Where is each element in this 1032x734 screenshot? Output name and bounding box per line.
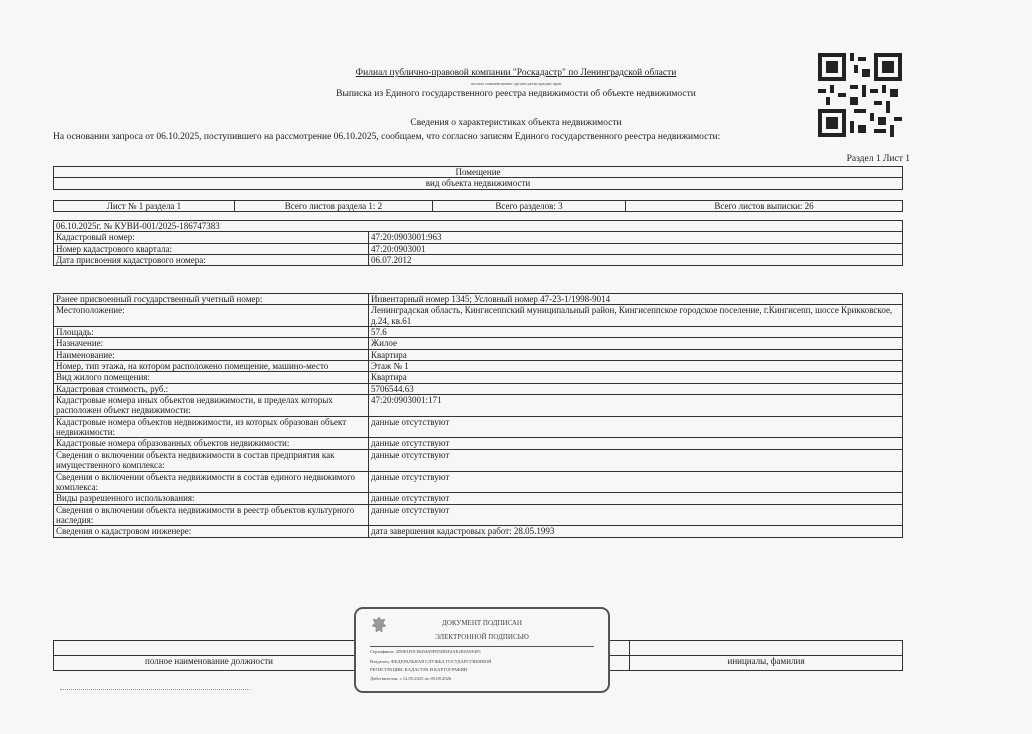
table-row xyxy=(54,449,903,471)
sheet-info-table xyxy=(53,200,903,212)
row-value: Жилое xyxy=(369,338,903,349)
table-row xyxy=(54,526,903,537)
row-value: данные отсутствуют xyxy=(369,504,903,526)
row-value: Ленинградская область, Кингисеппский муниципальный район, Кингисеппское городское поселение, г.Кингисепп, шоссе Крикковское, д.24, кв.61 xyxy=(369,305,903,327)
table-row xyxy=(54,305,903,327)
table-row xyxy=(54,294,903,305)
identity-table xyxy=(53,220,903,266)
row-label: Ранее присвоенный государственный учетный номер: xyxy=(54,294,369,305)
stamp-title-2: ЭЛЕКТРОННОЙ ПОДПИСЬЮ xyxy=(435,633,529,641)
row-label: Номер, тип этажа, на котором расположено помещение, машино-место xyxy=(54,361,369,372)
row-label: Дата присвоения кадастрового номера: xyxy=(54,255,369,266)
table-row xyxy=(54,327,903,338)
name-caption: инициалы, фамилия xyxy=(630,656,903,671)
table-row xyxy=(54,395,903,417)
table-row xyxy=(54,232,903,243)
row-label: Вид жилого помещения: xyxy=(54,372,369,383)
row-value: данные отсутствуют xyxy=(369,438,903,449)
row-label: Кадастровые номера объектов недвижимости, из которых образован объект недвижимости: xyxy=(54,416,369,438)
row-label: Местоположение: xyxy=(54,305,369,327)
object-type-caption: вид объекта недвижимости xyxy=(54,178,903,189)
name-cell xyxy=(630,641,903,656)
row-value: Квартира xyxy=(369,372,903,383)
stamp-valid: Действителен: с 12.05.2025 по 05.08.2026 xyxy=(370,676,452,681)
stamp-cert: Сертификат: 2D9E1F0C06D4A9FD5DDF4AE2E8A9F4F1 xyxy=(370,649,482,654)
doc-number: 06.10.2025г. № КУВИ-001/2025-186747383 xyxy=(54,221,903,232)
row-value: Этаж № 1 xyxy=(369,361,903,372)
object-type: Помещение xyxy=(54,167,903,178)
row-label: Сведения о кадастровом инженере: xyxy=(54,526,369,537)
e-signature-stamp xyxy=(354,607,610,693)
row-value: 47:20:0903001:171 xyxy=(369,395,903,417)
row-label: Наименование: xyxy=(54,349,369,360)
row-value: данные отсутствуют xyxy=(369,416,903,438)
row-label: Виды разрешенного использования: xyxy=(54,493,369,504)
section-label: Раздел 1 Лист 1 xyxy=(846,154,910,164)
info-title: Сведения о характеристиках объекта недвижимости xyxy=(410,118,622,128)
row-value: Квартира xyxy=(369,349,903,360)
table-row xyxy=(54,372,903,383)
row-label: Сведения о включении объекта недвижимости в состав единого недвижимого комплекса: xyxy=(54,471,369,493)
row-label: Назначение: xyxy=(54,338,369,349)
footer-line xyxy=(60,689,250,690)
object-type-table xyxy=(53,166,903,190)
org-caption: полное наименование органа регистрации прав xyxy=(470,81,562,86)
stamp-owner-2: РЕГИСТРАЦИИ, КАДАСТРА И КАРТОГРАФИИ xyxy=(370,667,468,672)
org-name: Филиал публично-правовой компании "Роскадастр" по Ленинградской области xyxy=(355,68,677,78)
row-value: данные отсутствуют xyxy=(369,471,903,493)
row-value: 5706544.63 xyxy=(369,383,903,394)
characteristics-table xyxy=(53,293,903,538)
table-row xyxy=(54,349,903,360)
table-row xyxy=(54,416,903,438)
sheets-total: Всего листов выписки: 26 xyxy=(626,201,903,212)
table-row xyxy=(54,504,903,526)
position-caption: полное наименование должности xyxy=(54,656,365,671)
stamp-title-1: ДОКУМЕНТ ПОДПИСАН xyxy=(442,619,522,627)
row-label: Сведения о включении объекта недвижимости в реестр объектов культурного наследия: xyxy=(54,504,369,526)
extract-title: Выписка из Единого государственного реестра недвижимости об объекте недвижимости xyxy=(336,89,696,99)
stamp-divider xyxy=(370,646,594,647)
row-value: 57.6 xyxy=(369,327,903,338)
basis-text: На основании запроса от 06.10.2025, поступившего на рассмотрение 06.10.2025, сообщаем, что согласно записям Единого государственного реестра недвижимости: xyxy=(53,132,721,142)
table-row xyxy=(54,438,903,449)
sections-total: Всего разделов: 3 xyxy=(433,201,626,212)
row-value: данные отсутствуют xyxy=(369,493,903,504)
qr-code-icon xyxy=(818,53,902,137)
table-row xyxy=(54,493,903,504)
table-row xyxy=(54,471,903,493)
stamp-owner: Владелец: ФЕДЕРАЛЬНАЯ СЛУЖБА ГОСУДАРСТВЕННОЙ xyxy=(370,659,492,664)
row-value: дата завершения кадастровых работ: 28.05.1993 xyxy=(369,526,903,537)
position-cell xyxy=(54,641,365,656)
row-label: Номер кадастрового квартала: xyxy=(54,243,369,254)
row-value: данные отсутствуют xyxy=(369,449,903,471)
table-row xyxy=(54,255,903,266)
row-value: Инвентарный номер 1345; Условный номер 47-23-1/1998-9014 xyxy=(369,294,903,305)
table-row xyxy=(54,361,903,372)
sheets-in-section: Всего листов раздела 1: 2 xyxy=(235,201,433,212)
row-value: 06.07.2012 xyxy=(369,255,903,266)
row-label: Кадастровые номера иных объектов недвижимости, в пределах которых расположен объект недвижимости: xyxy=(54,395,369,417)
row-label: Кадастровые номера образованных объектов недвижимости: xyxy=(54,438,369,449)
row-value: 47:20:0903001 xyxy=(369,243,903,254)
row-value: 47:20:0903001:963 xyxy=(369,232,903,243)
table-row xyxy=(54,338,903,349)
table-row xyxy=(54,243,903,254)
row-label: Кадастровая стоимость, руб.: xyxy=(54,383,369,394)
row-label: Кадастровый номер: xyxy=(54,232,369,243)
row-label: Площадь: xyxy=(54,327,369,338)
sheet-number: Лист № 1 раздела 1 xyxy=(54,201,235,212)
row-label: Сведения о включении объекта недвижимости в состав предприятия как имущественного комплекса: xyxy=(54,449,369,471)
table-row xyxy=(54,383,903,394)
